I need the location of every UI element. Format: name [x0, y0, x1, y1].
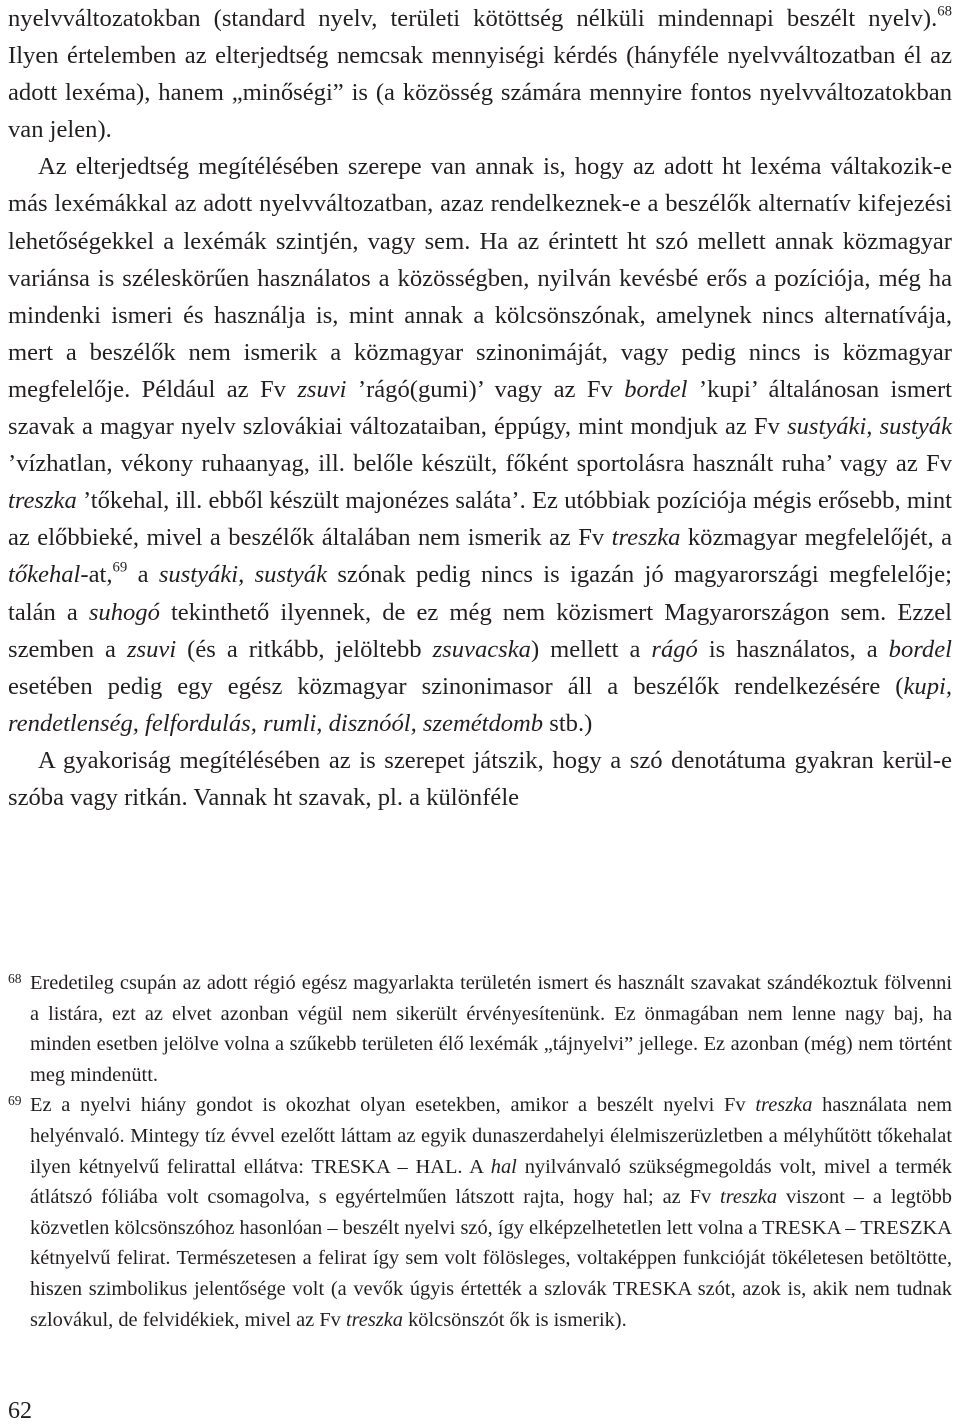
footnote-number: 69	[8, 1093, 22, 1109]
term-italic: sustyáki, sustyák	[158, 561, 327, 589]
footnote-68	[8, 968, 952, 1090]
text-run: a	[127, 561, 159, 589]
term-italic: treszka	[611, 524, 681, 552]
term-italic: treszka	[8, 487, 77, 515]
text-run: szónak pedig nincs is igazán jó magyarországi megfelelője; talán a	[8, 561, 953, 626]
text-run: közmagyar megfelelőjét, a	[680, 524, 952, 552]
footnote-number: 68	[8, 971, 22, 986]
term-italic: suhogó	[88, 598, 160, 626]
footnote-text: használata nem helyénvaló. Mintegy tíz évvel ezelőtt láttam az egyik dunaszerdahelyi élelmiszerüzletben a mélyhűtött tőkehalat ilyen kétnyelvű felirattal ellátva: TRESKA – HAL. A	[30, 1094, 952, 1178]
text-run: ’vízhatlan, vékony ruhaanyag, ill. belőle készült, főként sportolásra használt ruha’ vagy az Fv	[8, 450, 952, 478]
term-italic: bordel	[624, 375, 688, 403]
term-italic: hal	[490, 1155, 517, 1178]
paragraph-2	[8, 148, 952, 742]
text-run: Ilyen értelemben az elterjedtség nemcsak mennyiségi kérdés (hányféle nyelvváltozatban él az adott lexéma), hanem „minőségi” is (a közösség számára mennyire fontos nyelvváltozatokban van jelen).	[8, 42, 952, 144]
text-run: esetében pedig egy egész közmagyar szinonimasor áll a beszélők rendelkezésére (	[8, 672, 904, 700]
body-text	[8, 0, 952, 816]
footnote-ref-68: 68	[937, 3, 952, 20]
term-italic: treszka	[720, 1186, 778, 1209]
term-italic: zsuvacska	[432, 635, 531, 663]
footnote-ref-69: 69	[112, 560, 128, 577]
paragraph-1	[8, 0, 952, 148]
footnote-69	[8, 1090, 952, 1335]
text-run: ’tőkehal, ill. ebből készült majonézes saláta’. Ez utóbbiak pozíciója mégis erősebb, mint az előbbieké, mivel a beszélők általában nem ismerik az Fv	[8, 487, 952, 552]
term-italic: tőkehal	[8, 561, 81, 589]
term-italic: rágó	[651, 635, 698, 663]
page-number: 62	[8, 1398, 32, 1424]
text-run: A gyakoriság megítélésében az is szerepet játszik, hogy a szó denotátuma gyakran kerül-e szóba vagy ritkán. Vannak ht szavak, pl. a különféle	[8, 746, 952, 811]
term-italic: zsuvi	[297, 375, 347, 403]
footnote-text: nyilvánvaló szükségmegoldás volt, mivel a termék átlátszó fóliába volt csomagolva, s egyértelműen látszott rajta, hogy hal; az Fv	[30, 1155, 952, 1209]
text-run: nyelvváltozatokban (standard nyelv, területi kötöttség nélküli mindennapi beszélt nyelv).	[8, 5, 938, 32]
text-run: is használatos, a	[697, 635, 889, 663]
term-italic: kupi, rendetlenség, felfordulás, rumli, disznóól, szemétdomb	[8, 672, 952, 737]
text-run: ) mellett a	[530, 635, 652, 663]
text-run: tekinthető ilyennek, de ez még nem közismert Magyarországon sem. Ezzel szemben a	[8, 598, 952, 663]
text-run: stb.)	[543, 709, 593, 737]
paragraph-3	[8, 742, 952, 816]
text-run: (és a ritkább, jelöltebb	[176, 635, 433, 663]
document-page	[8, 0, 952, 1428]
footnotes	[8, 968, 952, 1335]
text-run: Az elterjedtség megítélésében szerepe van annak is, hogy az adott ht lexéma váltakozik-e más lexémákkal az adott nyelvváltozatban, azaz rendelkeznek-e a beszélők alternatív kifejezési lehetőségekkel a lexémák szintjén, vagy sem. Ha az érintett ht szó mellett annak közmagyar variánsa is széleskörűen használatos a közösségben, nyilván kevésbé erős a pozíciója, még ha mindenki ismeri és használja is, mint annak a kölcsönszónak, amelynek nincs alternatívája, mert a beszélők nem ismerik a közmagyar szinonimáját, vagy pedig nincs is közmagyar megfelelője. Például az Fv	[8, 153, 952, 403]
term-italic: zsuvi	[126, 635, 177, 663]
term-italic: bordel	[888, 635, 952, 663]
text-run: ’kupi’ általánosan ismert szavak a magyar nyelv szlovákiai változataiban, éppúgy, mint mondjuk az Fv	[8, 375, 952, 441]
term-italic: treszka	[345, 1308, 403, 1331]
footnote-text: Eredetileg csupán az adott régió egész magyarlakta területén ismert és használt szavakat szándékoztuk fölvenni a listára, ezt az elvet azonban végül nem sikerült érvényesítenünk. Ez önmagában nem lenne nagy baj, ha minden esetben jelölve volna a szűkebb területen élő lexémák „tájnyelvi” jellege. Ez azonban (még) nem történt meg mindenütt.	[30, 972, 952, 1086]
footnote-text: Ez a nyelvi hiány gondot is okozhat olyan esetekben, amikor a beszélt nyelvi Fv	[30, 1094, 756, 1117]
footnote-text: viszont – a legtöbb közvetlen kölcsönszóhoz hasonlóan – beszélt nyelvi szó, így elképzelhetetlen lett volna a TRESKA – TRESZKA kétnyelvű felirat. Természetesen a felirat így sem volt fölösleges, voltaképpen funkcióját tökéletesen betöltötte, hiszen szimbolikus jelentősége volt (a vevők úgyis értették a szlovák TRESKA szót, azok is, akik nem tudnak szlovákul, de felvidékiek, mivel az Fv	[30, 1186, 952, 1331]
term-italic: treszka	[755, 1094, 813, 1117]
text-run: -at,	[80, 561, 113, 589]
term-italic: sustyáki, sustyák	[787, 413, 952, 441]
text-run: ’rágó(gumi)’ vagy az Fv	[346, 375, 625, 403]
footnote-text: kölcsönszót ők is ismerik).	[402, 1308, 627, 1331]
